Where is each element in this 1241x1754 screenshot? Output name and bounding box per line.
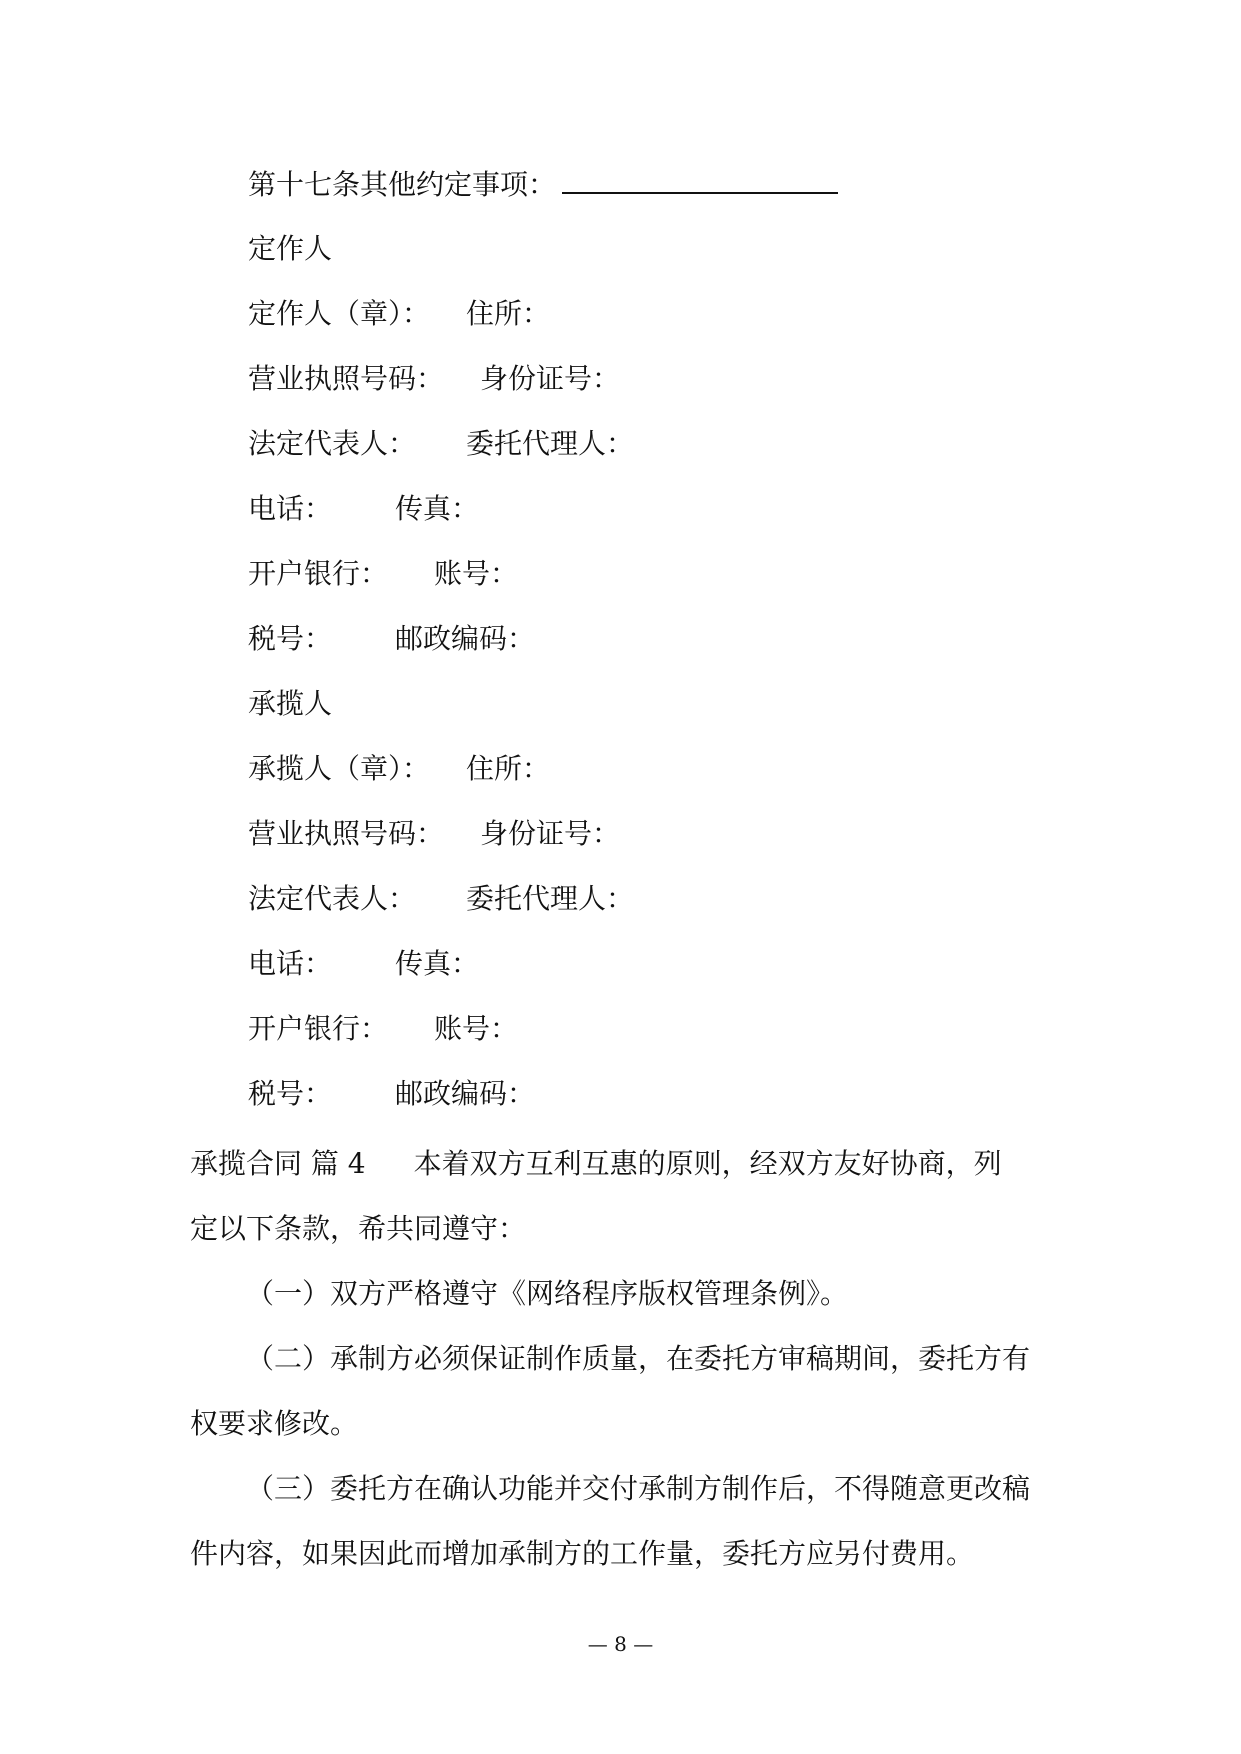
party-a-heading: 定作人 [248, 232, 333, 265]
party-b-row [248, 814, 620, 854]
section-4-intro [190, 1131, 1060, 1261]
party-a-seal-label: 定作人（章）： [248, 297, 431, 330]
clause-3 [190, 1456, 1060, 1586]
party-a-row [248, 294, 550, 334]
party-a-phone-label: 电话： [248, 492, 333, 525]
party-a-row [248, 554, 518, 594]
party-a-row [248, 359, 620, 399]
section-4-title: 承揽合同 篇 4 [190, 1147, 366, 1180]
party-a-postcode-label: 邮政编码： [395, 622, 536, 655]
party-a-row [248, 619, 535, 659]
party-b-phone-label: 电话： [248, 947, 333, 980]
party-b-license-label: 营业执照号码： [248, 817, 445, 850]
page-number: — 8 — [587, 1632, 654, 1656]
clause-3-line1: （三）委托方在确认功能并交付承制方制作后，不得随意更改稿 [246, 1472, 1031, 1505]
clause-1 [190, 1261, 1060, 1326]
party-a-agent-label: 委托代理人： [466, 427, 635, 460]
party-b-heading: 承揽人 [248, 687, 333, 720]
party-b-id-label: 身份证号： [480, 817, 621, 850]
party-b-row [248, 1074, 535, 1114]
party-a-address-label: 住所： [466, 297, 551, 330]
section-4-intro-line2: 定以下条款，希共同遵守： [190, 1212, 527, 1245]
party-a-account-label: 账号： [434, 557, 519, 590]
party-a-id-label: 身份证号： [480, 362, 621, 395]
clause-2-line2: 权要求修改。 [190, 1407, 359, 1440]
party-a-tax-label: 税号： [248, 622, 333, 655]
party-a-row [248, 489, 479, 529]
party-b-fax-label: 传真： [395, 947, 480, 980]
clause-2 [190, 1326, 1060, 1456]
section-4-intro-line1: 本着双方互利互惠的原则，经双方友好协商，列 [413, 1147, 1002, 1180]
article-17-blank [562, 164, 838, 194]
party-b-seal-label: 承揽人（章）： [248, 752, 431, 785]
party-b-legal-rep-label: 法定代表人： [248, 882, 417, 915]
party-a-fax-label: 传真： [395, 492, 480, 525]
party-b-row [248, 1009, 518, 1049]
party-a-license-label: 营业执照号码： [248, 362, 445, 395]
party-a-bank-label: 开户银行： [248, 557, 389, 590]
party-b-row [248, 879, 634, 919]
party-b-postcode-label: 邮政编码： [395, 1077, 536, 1110]
clause-2-line1: （二）承制方必须保证制作质量，在委托方审稿期间，委托方有 [246, 1342, 1031, 1375]
article-17-label: 第十七条其他约定事项： [248, 168, 557, 201]
party-b-tax-label: 税号： [248, 1077, 333, 1110]
clause-1-text: （一）双方严格遵守《网络程序版权管理条例》。 [246, 1277, 849, 1310]
party-b-agent-label: 委托代理人： [466, 882, 635, 915]
party-b-address-label: 住所： [466, 752, 551, 785]
party-b-account-label: 账号： [434, 1012, 519, 1045]
party-b-bank-label: 开户银行： [248, 1012, 389, 1045]
party-b-row [248, 944, 479, 984]
party-a-legal-rep-label: 法定代表人： [248, 427, 417, 460]
article-17-line [248, 164, 838, 204]
clause-3-line2: 件内容，如果因此而增加承制方的工作量，委托方应另付费用。 [190, 1537, 975, 1570]
party-b-row [248, 749, 550, 789]
party-a-row [248, 424, 634, 464]
